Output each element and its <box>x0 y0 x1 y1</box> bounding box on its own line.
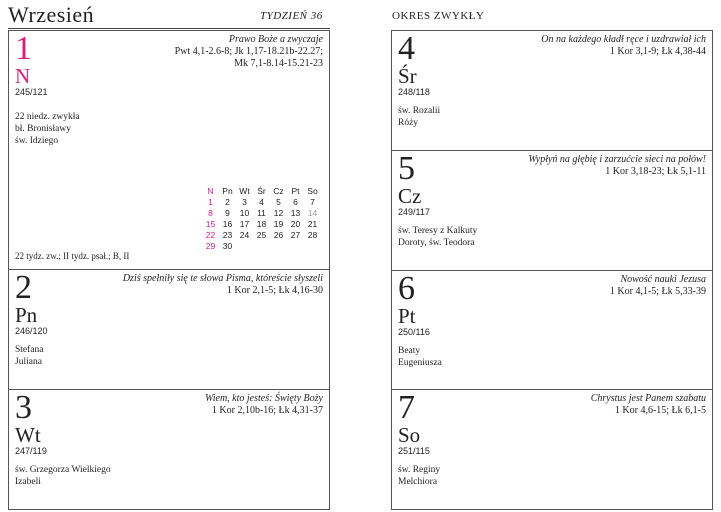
day-count: 248/118 <box>398 87 430 97</box>
mini-calendar-header <box>202 185 321 196</box>
day-motto: Dziś spełniły się te słowa Pisma, któreście słyszeli <box>122 273 323 284</box>
day-motto: Chrystus jest Panem szabatu <box>590 393 706 404</box>
mini-cal-day <box>304 240 321 251</box>
day-cell-1[interactable] <box>8 30 330 270</box>
day-count: 249/117 <box>398 207 430 217</box>
day-cell-7[interactable] <box>391 389 713 510</box>
day-abbr: So <box>398 423 421 447</box>
day-reading: 1 Kor 2,10b-16; Łk 4,31-37 <box>211 405 323 416</box>
mini-cal-day[interactable]: 4 <box>259 196 264 207</box>
mini-cal-head: So <box>307 185 318 196</box>
day-motto: Prawo Boże a zwyczaje <box>228 34 323 45</box>
mini-cal-day[interactable]: 1 <box>208 196 213 207</box>
day-abbr: Wt <box>15 423 41 447</box>
name-line: św. Idziego <box>15 136 59 146</box>
mini-cal-day <box>287 240 304 251</box>
day-number: 1 <box>15 30 32 67</box>
mini-cal-day[interactable]: 26 <box>273 229 284 240</box>
day-reading: 1 Kor 3,18-23; Łk 5,1-11 <box>605 166 706 177</box>
name-line: św. Rozalii <box>398 106 441 116</box>
mini-cal-day[interactable]: 2 <box>225 196 230 207</box>
day-count: 251/115 <box>398 446 430 456</box>
mini-calendar-row <box>202 240 321 251</box>
mini-cal-day[interactable]: 21 <box>307 218 318 229</box>
week-label: TYDZIEŃ 36 <box>260 10 323 22</box>
mini-cal-day[interactable]: 11 <box>257 207 266 218</box>
mini-cal-head: Wt <box>239 185 250 196</box>
mini-cal-day[interactable]: 16 <box>222 218 233 229</box>
mini-cal-day[interactable]: 13 <box>290 207 301 218</box>
mini-cal-day[interactable]: 10 <box>239 207 250 218</box>
day-number: 6 <box>398 270 415 307</box>
day-number: 2 <box>15 269 32 306</box>
day-cell-6[interactable] <box>391 270 713 390</box>
period-label: OKRES ZWYKŁY <box>392 10 485 22</box>
name-line: Róży <box>398 118 419 128</box>
name-line: Beaty <box>398 346 421 356</box>
mini-cal-day[interactable]: 8 <box>208 207 213 218</box>
day-motto: Nowość nauki Jezusa <box>620 274 706 285</box>
mini-calendar-row <box>202 218 321 229</box>
mini-cal-head: Śr <box>257 185 266 196</box>
mini-cal-day[interactable]: 24 <box>239 229 250 240</box>
month-title: Wrzesień <box>8 2 95 27</box>
name-line: Eugeniusza <box>398 358 442 368</box>
day-number: 4 <box>398 30 415 67</box>
day-abbr: Pn <box>15 303 38 327</box>
day-count: 246/120 <box>15 326 48 336</box>
reading-line: Pwt 4,1-2.6-8; Jk 1,17-18.21b-22.27; <box>174 46 323 57</box>
name-line: Doroty, św. Teodora <box>398 238 475 248</box>
day-cell-5[interactable] <box>391 150 713 271</box>
day-count: 250/116 <box>398 327 430 337</box>
mini-cal-day[interactable]: 18 <box>256 218 267 229</box>
day-reading: 1 Kor 4,1-5; Łk 5,33-39 <box>609 286 706 297</box>
name-line: 22 niedz. zwykła <box>15 112 80 122</box>
mini-cal-day[interactable]: 30 <box>222 240 233 251</box>
day-reading <box>175 46 323 70</box>
day-names <box>398 225 477 249</box>
day-abbr: Pt <box>398 304 416 328</box>
mini-cal-head: Pn <box>222 185 233 196</box>
mini-cal-day[interactable]: 22 <box>205 229 216 240</box>
name-line: Stefana <box>15 345 44 355</box>
mini-calendar-row <box>202 196 321 207</box>
day-abbr: Cz <box>398 184 422 208</box>
mini-cal-day[interactable]: 29 <box>205 240 216 251</box>
mini-cal-day[interactable]: 19 <box>273 218 284 229</box>
name-line: Melchiora <box>398 477 438 487</box>
mini-cal-day[interactable]: 15 <box>205 218 216 229</box>
day-number: 7 <box>398 389 415 426</box>
mini-cal-day[interactable]: 17 <box>239 218 250 229</box>
mini-cal-day[interactable]: 7 <box>310 196 315 207</box>
name-line: św. Teresy z Kalkuty <box>398 226 478 236</box>
day-names <box>398 345 442 369</box>
mini-cal-day[interactable]: 12 <box>273 207 284 218</box>
mini-cal-day[interactable]: 6 <box>293 196 298 207</box>
day-count: 245/121 <box>15 87 48 97</box>
mini-calendar-row <box>202 207 321 218</box>
name-line: Juliana <box>15 357 42 367</box>
name-line: Izabeli <box>15 477 41 487</box>
day-reading: 1 Kor 4,6-15; Łk 6,1-5 <box>614 405 706 416</box>
week-footer: 22 tydz. zw.; II tydz. psał.; B, II <box>15 251 130 261</box>
mini-cal-day[interactable]: 20 <box>290 218 301 229</box>
day-number: 5 <box>398 150 415 187</box>
mini-cal-day[interactable]: 9 <box>225 207 230 218</box>
mini-cal-day <box>236 240 253 251</box>
day-cell-4[interactable] <box>391 30 713 151</box>
day-motto: Wiem, kto jesteś: Święty Boży <box>204 393 323 404</box>
day-cell-2[interactable] <box>8 269 330 390</box>
name-line: bł. Bronisławy <box>15 124 71 134</box>
day-names <box>15 111 80 147</box>
name-line: św. Reginy <box>398 465 441 475</box>
day-reading: 1 Kor 2,1-5; Łk 4,16-30 <box>226 285 323 296</box>
day-names <box>15 344 44 368</box>
name-line: św. Grzegorza Wielkiego <box>15 465 111 475</box>
day-abbr: Śr <box>398 64 417 88</box>
day-motto: Wypłyń na głębię i zarzućcie sieci na połów! <box>528 154 706 165</box>
day-names <box>398 105 440 129</box>
mini-cal-head: N <box>207 185 214 196</box>
day-abbr: N <box>15 64 31 88</box>
mini-calendar-row <box>202 229 321 240</box>
mini-cal-day[interactable]: 3 <box>242 196 247 207</box>
mini-cal-day[interactable]: 27 <box>290 229 301 240</box>
header-rule <box>8 28 330 29</box>
day-count: 247/119 <box>15 446 47 456</box>
mini-cal-head: Cz <box>273 185 284 196</box>
mini-cal-day[interactable]: 5 <box>276 196 281 207</box>
day-cell-3[interactable] <box>8 389 330 510</box>
day-motto: On na każdego kładł ręce i uzdrawiał ich <box>541 34 706 45</box>
reading-line: Mk 7,1-8.14-15.21-23 <box>234 58 323 69</box>
mini-cal-day <box>270 240 287 251</box>
day-names <box>15 464 111 488</box>
mini-calendar <box>202 185 321 251</box>
day-names <box>398 464 440 488</box>
mini-cal-head: Pt <box>291 185 300 196</box>
mini-cal-day[interactable]: 14 <box>307 207 318 218</box>
mini-cal-day[interactable]: 25 <box>256 229 267 240</box>
day-number: 3 <box>15 389 32 426</box>
mini-cal-day[interactable]: 28 <box>307 229 318 240</box>
mini-cal-day[interactable]: 23 <box>222 229 233 240</box>
mini-cal-day <box>253 240 270 251</box>
day-reading: 1 Kor 3,1-9; Łk 4,38-44 <box>609 46 706 57</box>
